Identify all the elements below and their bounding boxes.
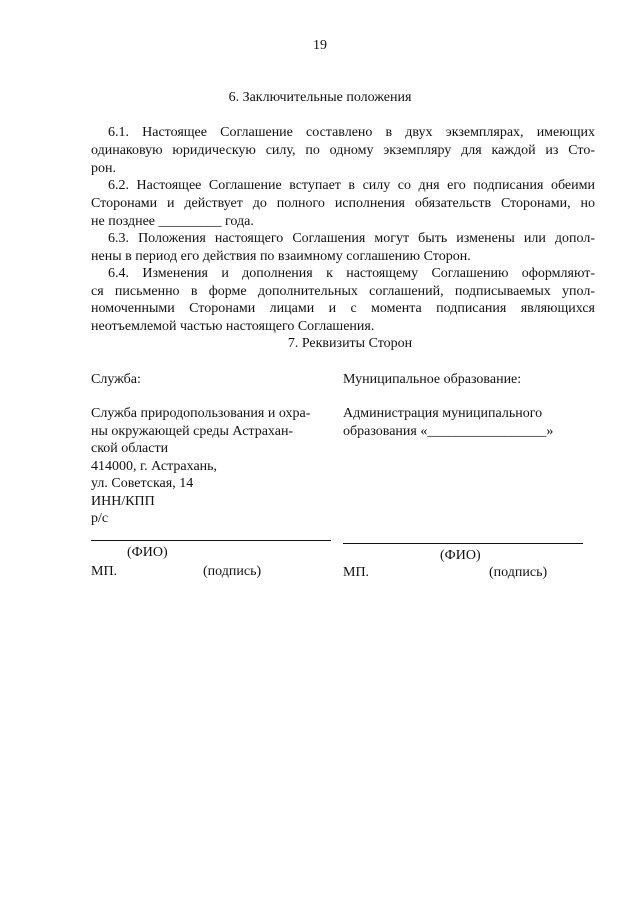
- party-right-line: Администрация муниципального: [343, 406, 543, 421]
- party-left-signature: (подпись): [203, 564, 262, 579]
- paragraph-line: 6.3. Положения настоящего Соглашения могут быть изменены или допол-: [108, 231, 595, 246]
- party-right-fio: (ФИО): [440, 548, 481, 563]
- party-left-line: Служба природопользования и охра-: [91, 406, 311, 421]
- page-number: 19: [313, 38, 327, 53]
- party-right-heading: Муниципальное образование:: [343, 372, 522, 387]
- party-left-fio: (ФИО): [127, 545, 168, 560]
- paragraph-line: 6.2. Настоящее Соглашение вступает в силу со дня его подписания обеими: [108, 178, 595, 193]
- paragraph-line: 6.4. Изменения и дополнения к настоящему Соглашению оформляют-: [108, 266, 595, 281]
- party-left-line: ской области: [91, 441, 169, 456]
- signature-line-right: [343, 543, 583, 544]
- party-right-mp: МП.: [343, 565, 370, 580]
- paragraph-line: рон.: [91, 161, 116, 176]
- paragraph-line: неотъемлемой частью настоящего Соглашения.: [91, 319, 375, 334]
- paragraph-line: ся письменно в форме дополнительных соглашений, подписываемых упол-: [91, 284, 595, 299]
- party-left-line: ны окружающей среды Астрахан-: [91, 424, 294, 439]
- party-left-line: ИНН/КПП: [91, 494, 155, 509]
- paragraph-line: нены в период его действия по взаимному соглашению Сторон.: [91, 249, 471, 264]
- paragraph-line: Сторонами и действует до полного исполнения обязательств Сторонами, но: [91, 196, 595, 211]
- paragraph-line: не позднее _________ года.: [91, 214, 254, 229]
- paragraph-line: 6.1. Настоящее Соглашение составлено в двух экземплярах, имеющих: [108, 125, 595, 140]
- section-6-title: 6. Заключительные положения: [228, 90, 412, 105]
- party-right-line: образования «_________________»: [343, 424, 554, 439]
- signature-line-left: [91, 540, 331, 541]
- paragraph-line: номоченными Сторонами лицами и с момента подписания являющихся: [91, 301, 595, 316]
- party-left-line: ул. Советская, 14: [91, 476, 194, 491]
- party-left-heading: Служба:: [91, 372, 141, 387]
- party-left-line: р/с: [91, 511, 109, 526]
- party-left-line: 414000, г. Астрахань,: [91, 459, 218, 474]
- paragraph-line: одинаковую юридическую силу, по одному экземпляру для каждой из Сто-: [91, 143, 595, 158]
- section-7-title: 7. Реквизиты Сторон: [287, 336, 413, 351]
- party-left-mp: МП.: [91, 564, 118, 579]
- party-right-signature: (подпись): [489, 565, 548, 580]
